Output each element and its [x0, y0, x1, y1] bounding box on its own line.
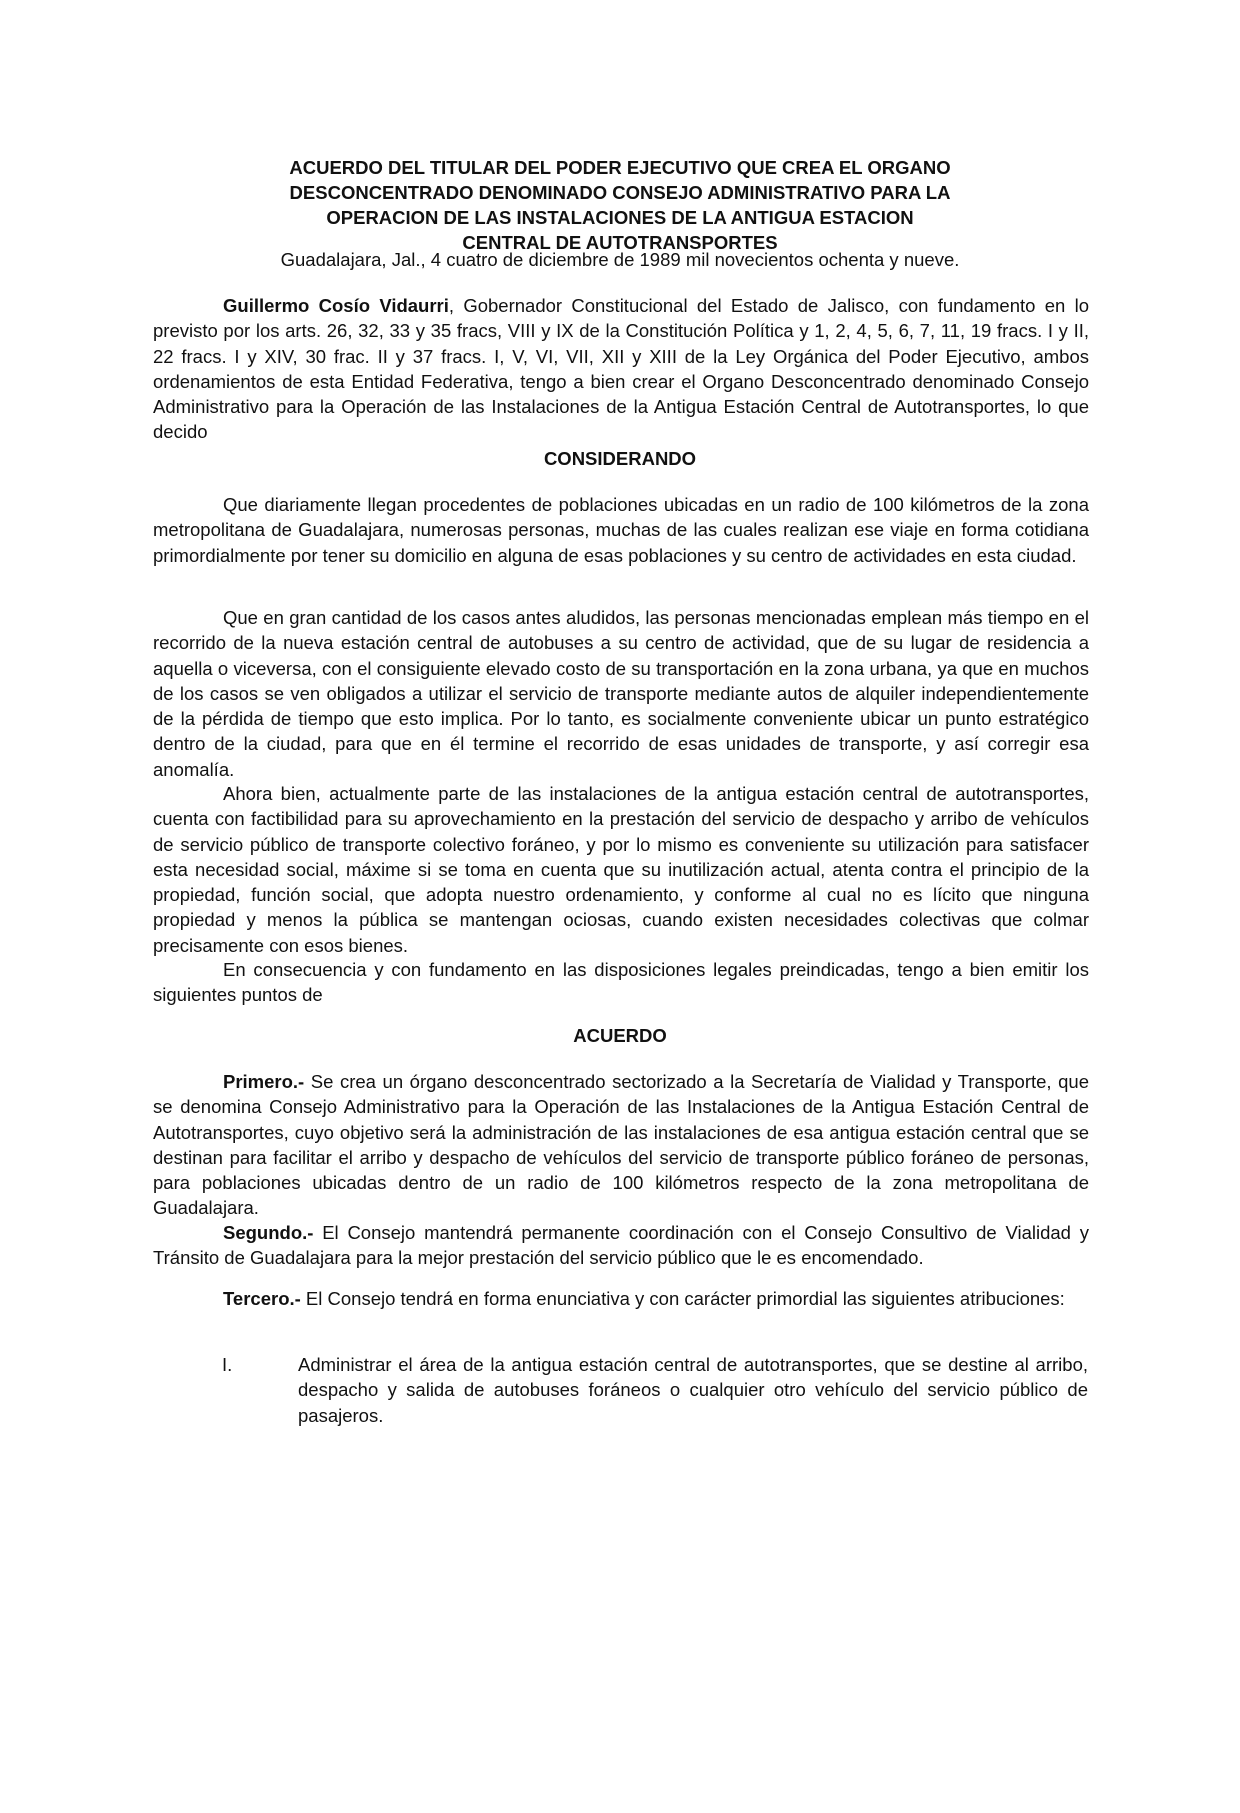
article-text: El Consejo mantendrá permanente coordinación con el Consejo Consultivo de Vialidad y Tránsito de Guadalajara para la mejor prestación del servicio público que le es encomendado. — [153, 1222, 1089, 1269]
article-label: Primero.- — [223, 1071, 305, 1092]
intro-text: , Gobernador Constitucional del Estado de Jalisco, con fundamento en lo previsto por los arts. 26, 32, 33 y 35 fracs, VIII y IX de la Constitución Política y 1, 2, 4, 5, 6, 7, 11, 19 fracs. I y II, 22 fracs. I y XIV, 30 frac. II y 37 fracs. I, V, VI, VII, XII y XIII de la Ley Orgánica del Poder Ejecutivo, ambos ordenamientos de esta Entidad Federativa, tengo a bien crear el Organo Desconcentrado denominado Consejo Administrativo para la Operación de las Instalaciones de la Antigua Estación Central de Autotransportes, lo que decido — [153, 295, 1089, 443]
governor-name: Guillermo Cosío Vidaurri — [223, 295, 449, 316]
title-line: OPERACION DE LAS INSTALACIONES DE LA ANTIGUA ESTACION — [326, 207, 914, 228]
article-text: El Consejo tendrá en forma enunciativa y con carácter primordial las siguientes atribuciones: — [300, 1288, 1065, 1309]
acuerdo-heading: ACUERDO — [573, 1025, 667, 1046]
considerando-paragraph: Que en gran cantidad de los casos antes aludidos, las personas mencionadas emplean más tiempo en el recorrido de la nueva estación central de autobuses a su centro de actividad, que de su lugar de residencia a aquella o viceversa, con el consiguiente elevado costo de su transportación en la zona urbana, ya que en muchos de los casos se ven obligados a utilizar el servicio de transporte mediante autos de alquiler independientemente de la pérdida de tiempo que esto implica. Por lo tanto, es socialmente conveniente ubicar un punto estratégico dentro de la ciudad, para que en él termine el recorrido de esas unidades de transporte, y así corregir esa anomalía. — [153, 607, 1089, 780]
intro-paragraph — [153, 293, 1089, 445]
article-text: Se crea un órgano desconcentrado sectorizado a la Secretaría de Vialidad y Transporte, que se denomina Consejo Administrativo para la Operación de las Instalaciones de la Antigua Estación Central de Autotransportes, cuyo objetivo será la administración de las instalaciones de esa antigua estación central que se destinan para facilitar el arribo y despacho de vehículos del servicio de transporte público foráneo de personas, para poblaciones ubicadas dentro de un radio de 100 kilómetros respecto de la zona metropolitana de Guadalajara. — [153, 1071, 1089, 1219]
document-title — [150, 155, 1090, 255]
article-label: Segundo.- — [223, 1222, 314, 1243]
title-line: DESCONCENTRADO DENOMINADO CONSEJO ADMINISTRATIVO PARA LA — [289, 182, 951, 203]
date-line: Guadalajara, Jal., 4 cuatro de diciembre de 1989 mil novecientos ochenta y nueve. — [280, 249, 960, 270]
considerando-paragraph: En consecuencia y con fundamento en las disposiciones legales preindicadas, tengo a bien emitir los siguientes puntos de — [153, 959, 1089, 1006]
article-segundo — [153, 1220, 1089, 1271]
considerando-paragraph: Ahora bien, actualmente parte de las instalaciones de la antigua estación central de autotransportes, cuenta con factibilidad para su aprovechamiento en la prestación del servicio de despacho y arribo de vehículos de servicio público de transporte colectivo foráneo, y por lo mismo es conveniente su utilización para satisfacer esta necesidad social, máxime si se toma en cuenta que su inutilización actual, atenta contra el principio de la propiedad, función social, que adopta nuestro ordenamiento, y conforme al cual no es lícito que ninguna propiedad y menos la pública se mantengan ociosas, cuando existen necesidades colectivas que colmar precisamente con esos bienes. — [153, 783, 1089, 956]
title-line: ACUERDO DEL TITULAR DEL PODER EJECUTIVO QUE CREA EL ORGANO — [289, 157, 951, 178]
article-tercero — [153, 1286, 1089, 1311]
list-item-text: Administrar el área de la antigua estación central de autotransportes, que se destine al arribo, despacho y salida de autobuses foráneos o cualquier otro vehículo del servicio público de pasajeros. — [298, 1354, 1088, 1426]
considerando-paragraph: Que diariamente llegan procedentes de poblaciones ubicadas en un radio de 100 kilómetros de la zona metropolitana de Guadalajara, numerosas personas, muchas de las cuales realizan ese viaje en forma cotidiana primordialmente por tener su domicilio en alguna de esas poblaciones y su centro de actividades en esta ciudad. — [153, 494, 1089, 566]
article-label: Tercero.- — [223, 1288, 301, 1309]
list-item-number: I. — [222, 1354, 233, 1375]
considerando-heading: CONSIDERANDO — [543, 448, 697, 469]
title-line: CENTRAL DE AUTOTRANSPORTES — [462, 232, 778, 253]
article-primero — [153, 1069, 1089, 1221]
